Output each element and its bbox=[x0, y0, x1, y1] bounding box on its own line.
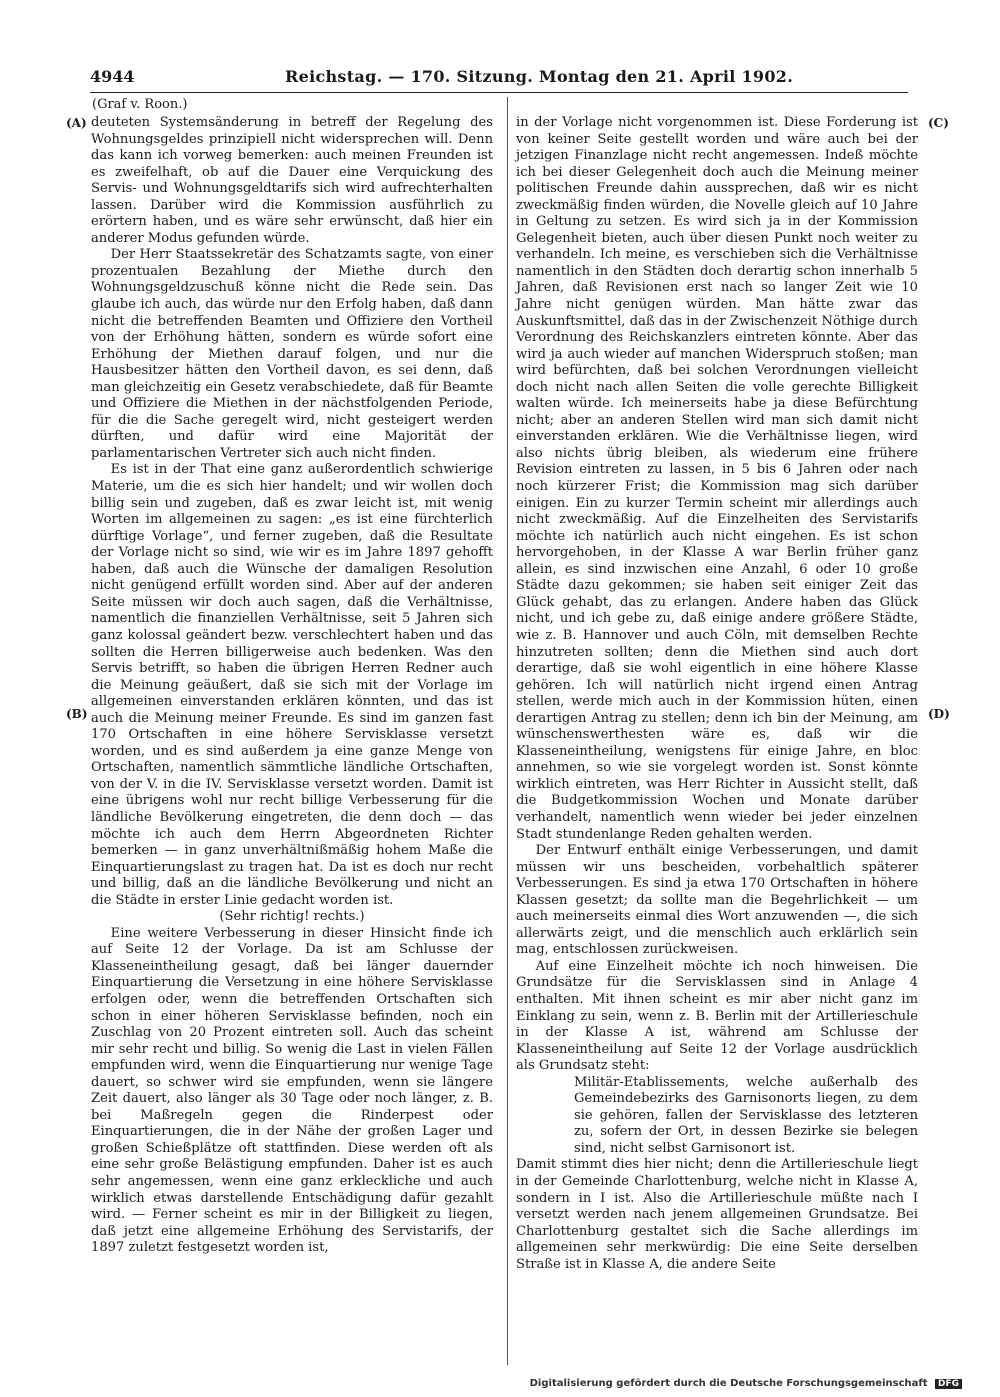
margin-marker-b: (B) bbox=[66, 707, 88, 721]
page-number: 4944 bbox=[90, 67, 135, 86]
quoted-rule: Militär-Etablissements, welche außerhalb des Gemeindebezirks des Garnisonorts liegen, zu dem sie gehören, fallen der Servisklasse des letzteren zu, sofern der Ort, in dessen Bezirke sie belegen sind, nicht selbst Garnisonort ist. bbox=[574, 1074, 918, 1156]
interjection: (Sehr richtig! rechts.) bbox=[219, 909, 365, 925]
header-rule bbox=[90, 92, 908, 93]
right-column bbox=[516, 115, 918, 1273]
paragraph: Es ist in der That eine ganz außerordentlich schwierige Materie, um die es sich hier handelt; und wir wollen doch billig sein und zugeben, daß es zwar leicht ist, mit wenig Worten im allgemeinen zu sagen: „es ist eine fürchterlich dürftige Vorlage“, und ferner zugeben, daß die Resultate der Vorlage nicht so sind, wie wir es im Jahre 1897 gehofft haben, daß auch die Wünsche der damaligen Resolution nicht genügend erfüllt worden sind. Aber auf der anderen Seite müssen wir doch auch sagen, daß die Verhältnisse, namentlich die finanziellen Verhältnisse, seit 5 Jahren sich ganz kolossal geändert bezw. verschlechtert haben und das sollten die Herren billigerweise auch bedenken. Was den Servis betrifft, so haben die übrigen Herren Redner auch die Meinung geäußert, daß sie sich mit der Vorlage im allgemeinen einverstanden erklären könnten, und das ist auch die Meinung meiner Freunde. Es sind im ganzen fast 170 Ortschaften in eine höhere Servisklasse versetzt worden, und es sind außerdem ja eine ganze Menge von Ortschaften, namentlich sämmtliche ländliche Ortschaften, von der V. in die IV. Servisklasse versetzt worden. Damit ist eine übrigens wohl nur recht billige Verbesserung für die ländliche Bevölkerung eingetreten, die denn doch — das möchte ich auch dem Herrn Abgeordneten Richter bemerken — in ganz unverhältnißmäßig hohem Maße die Einquartierungslast zu tragen hat. Da ist es doch nur recht und billig, daß an die ländliche Bevölkerung und nicht an die Städte in erster Linie gedacht worden ist. bbox=[91, 462, 493, 908]
dfg-logo: DFG bbox=[935, 1379, 962, 1389]
speaker-label: (Graf v. Roon.) bbox=[92, 97, 188, 112]
paragraph: Der Herr Staatssekretär des Schatzamts sagte, von einer prozentualen Bezahlung der Miethe durch den Wohnungsgeldzuschuß könne nicht die Rede sein. Das glaube ich auch, das würde nur den Erfolg haben, daß dann nicht die betreffenden Beamten und Offiziere den Vortheil von der Erhöhung hätten, sondern es würde sofort eine Erhöhung der Miethen darauf folgen, und nur die Hausbesitzer hätten den Vortheil davon, es sei denn, daß man gleichzeitig ein Gesetz verabschiedete, daß für Beamte und Offiziere die Miethen in der nächstfolgenden Periode, für die die Sache geregelt wird, nicht gesteigert werden dürften, und dafür wird eine Majorität der parlamentarischen Vertreter sich auch nicht finden. bbox=[91, 247, 493, 461]
footer-credit bbox=[530, 1378, 962, 1389]
paragraph: Eine weitere Verbesserung in dieser Hinsicht finde ich auf Seite 12 der Vorlage. Da ist am Schlusse der Klasseneintheilung gesagt, daß bei länger dauernder Einquartierung die Versetzung in eine höhere Servisklasse erfolgen oder, wenn die betreffenden Ortschaften sich schon in einer höheren Servisklasse befinden, noch ein Zuschlag von 20 Prozent eintreten soll. Auch das scheint mir sehr recht und billig. So wenig die Last in vielen Fällen empfunden wird, wenn die Einquartierung nur wenige Tage dauert, so schwer wird sie empfunden, wenn sie längere Zeit dauert, also länger als 30 Tage oder noch länger, z. B. bei Maßregeln gegen die Rinderpest oder Einquartierungen, die in der Nähe der großen Lager und großen Schießplätze oft stattfinden. Diese werden oft als eine sehr große Belästigung empfunden. Daher ist es auch sehr angemessen, wenn eine ganz erkleckliche und auch wirklich etwas darstellende Entschädigung dafür gezahlt wird. — Ferner scheint es mir in der Billigkeit zu liegen, daß jetzt eine allgemeine Erhöhung des Servistarifs, der 1897 zuletzt festgesetzt worden ist, bbox=[91, 925, 493, 1256]
paragraph: Der Entwurf enthält einige Verbesserungen, und damit müssen wir uns bescheiden, vorbehaltlich späterer Verbesserungen. Es sind ja etwa 170 Ortschaften in höhere Klassen gesetzt; da sollte man die Begehrlichkeit — um auch meinerseits einmal dies Wort anzuwenden —, die sich allerwärts zeigt, und die menschlich auch erklärlich sein mag, entschlossen zurückweisen. bbox=[516, 843, 918, 958]
left-column bbox=[91, 115, 493, 1257]
paragraph: deuteten Systemsänderung in betreff der Regelung des Wohnungsgeldes prinzipiell nicht widersprechen will. Denn das kann ich vorweg bemerken: auch meinen Freunden ist es zweifelhaft, ob auf die Dauer eine Verquickung des Servis- und Wohnungsgeldtarifs sich wird aufrechterhalten lassen. Darüber wird die Kommission ausführlich zu erörtern haben, und es wäre sehr erwünscht, daß hier ein anderer Modus gefunden würde. bbox=[91, 115, 493, 246]
paragraph: Damit stimmt dies hier nicht; denn die Artillerieschule liegt in der Gemeinde Charlottenburg, welche nicht in Klasse A, sondern in I ist. Also die Artillerieschule müßte nach I versetzt werden nach jenem allgemeinen Grundsatze. Bei Charlottenburg gestaltet sich die Sache allerdings im allgemeinen sehr merkwürdig: Die eine Seite derselben Straße ist in Klasse A, die andere Seite bbox=[516, 1157, 918, 1272]
margin-marker-a: (A) bbox=[66, 116, 87, 130]
footer-credit-text: Digitalisierung gefördert durch die Deutsche Forschungsgemeinschaft bbox=[529, 1378, 928, 1389]
paragraph: Auf eine Einzelheit möchte ich noch hinweisen. Die Grundsätze für die Servisklassen sind in Anlage 4 enthalten. Mit ihnen scheint es mir aber nicht ganz im Einklang zu sein, wenn z. B. Berlin mit der Artillerieschule in der Klasse A ist, während am Schlusse der Klasseneintheilung auf Seite 12 der Vorlage ausdrücklich als Grundsatz steht: bbox=[516, 958, 918, 1074]
margin-marker-c: (C) bbox=[928, 116, 949, 130]
paragraph: in der Vorlage nicht vorgenommen ist. Diese Forderung ist von keiner Seite gestellt worden und wäre auch bei der jetzigen Finanzlage nicht recht angemessen. Indeß möchte ich bei dieser Gelegenheit doch auch die Meinung meiner politischen Freunde dahin aussprechen, daß wir es nicht zweckmäßig finden würden, die Novelle gleich auf 10 Jahre in Geltung zu setzen. Es wird sich ja in der Kommission Gelegenheit bieten, auch über diesen Punkt noch weiter zu verhandeln. Ich meine, es verschieben sich die Verhältnisse namentlich in den Städten doch derartig schon innerhalb 5 Jahren, daß Revisionen erst nach so langer Zeit wie 10 Jahre nicht genügen würden. Man hätte zwar das Auskunftsmittel, daß das in der Zwischenzeit Nöthige durch Verordnung des Reichskanzlers eintreten könnte. Aber das wird ja auch wieder auf manchen Widerspruch stoßen; man wird befürchten, daß bei solchen Verordnungen vielleicht doch nicht nach allen Seiten die volle gerechte Billigkeit walten würde. Ich meinerseits habe ja diese Befürchtung nicht; aber an anderen Stellen wird man sich damit nicht einverstanden erklären. Wie die Verhältnisse liegen, wird also nichts übrig bleiben, als wiederum eine frühere Revision eintreten zu lassen, in 5 bis 6 Jahren oder nach noch kürzerer Frist; die Kommission mag sich darüber einigen. Ein zu kurzer Termin scheint mir allerdings auch nicht zweckmäßig. Auf die Einzelheiten des Servistarifs möchte ich natürlich auch nicht eingehen. Es ist schon hervorgehoben, in der Klasse A war Berlin früher ganz allein, es sind inzwischen eine Anzahl, 6 oder 10 große Städte dazu gekommen; sie haben seit einiger Zeit das Glück gehabt, das zu erlangen. Andere haben das Glück nicht, und ich gebe zu, daß einige andere größere Städte, wie z. B. Hannover und auch Cöln, mit demselben Rechte hinzutreten sollten; denn die Miethen sind auch dort derartige, daß sie wohl eigentlich in eine höhere Klasse gehören. Ich will natürlich nicht irgend einen Antrag stellen, werde mich auch in der Kommission hüten, einen derartigen Antrag zu stellen; denn ich bin der Meinung, am wünschenswerthesten wäre es, daß wir die Klasseneintheilung, wenigstens für einige Jahre, en bloc annehmen, so wie sie vorgelegt worden ist. Sonst könnte wirklich eintreten, was Herr Richter in Aussicht stellt, daß die Budgetkommission Wochen und Monate darüber verhandelt, namentlich wenn wieder bei jeder einzelnen Stadt stundenlange Reden gehalten werden. bbox=[516, 115, 918, 842]
page-header-title: Reichstag. — 170. Sitzung. Montag den 21. April 1902. bbox=[285, 67, 794, 86]
column-divider bbox=[507, 97, 508, 1365]
margin-marker-d: (D) bbox=[928, 707, 950, 721]
